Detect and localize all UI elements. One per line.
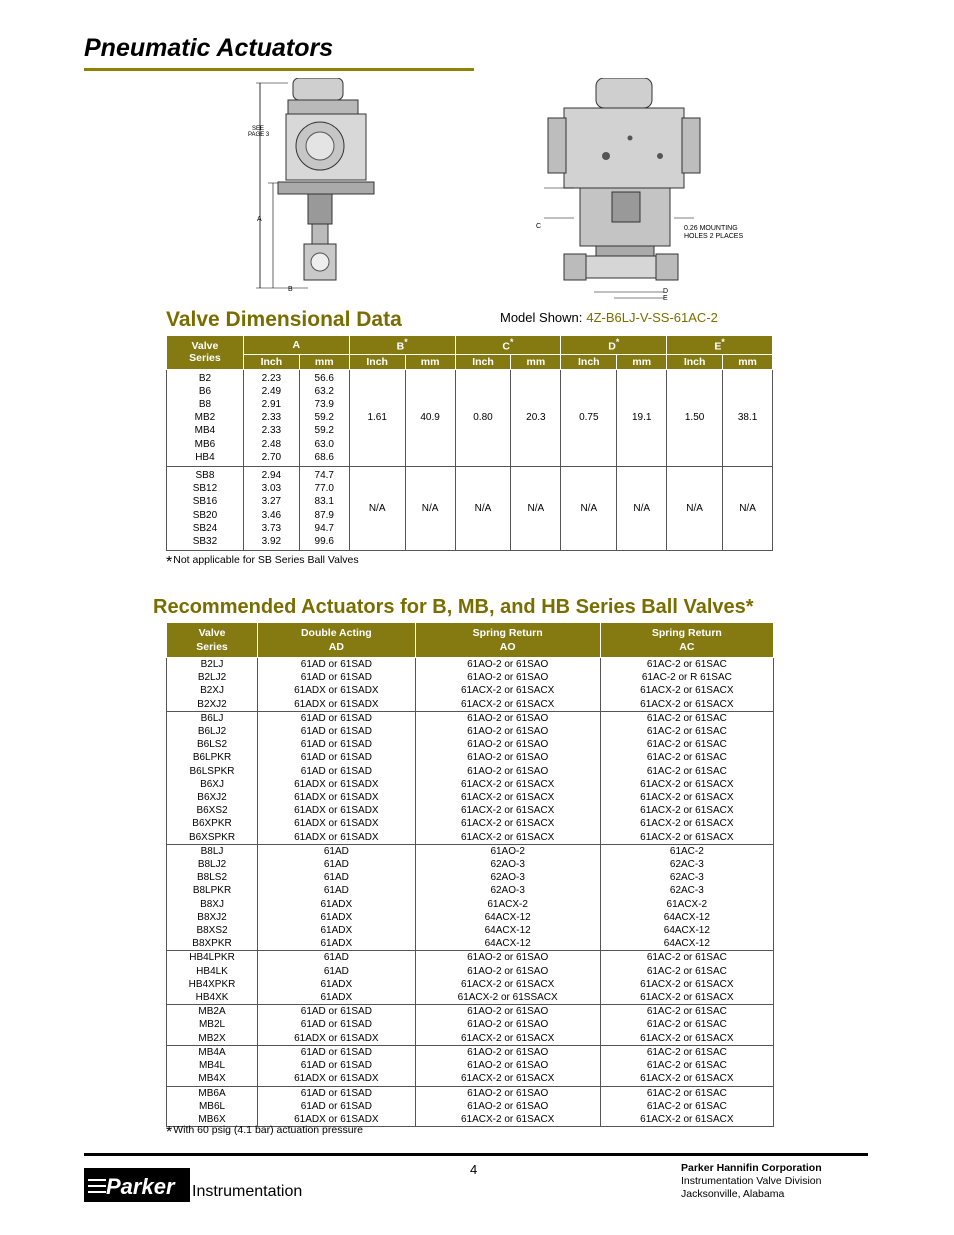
footnote-recommended: *With 60 psig (4.1 bar) actuation pressure (166, 1124, 363, 1141)
mounting-label-1: 0.26 MOUNTING (684, 225, 738, 232)
table-cell: B8LS2 (167, 871, 258, 884)
table-row (167, 844, 774, 858)
table-cell: B2LJ (167, 658, 258, 672)
table-cell: 64ACX-12 (600, 924, 773, 937)
table-cell: 61AO-2 or 61SAO (415, 1059, 600, 1072)
a-mm-cell-value: 68.6 (314, 451, 334, 463)
table-cell: B8LJ (167, 844, 258, 858)
table-cell: 61AD or 61SAD (258, 658, 416, 672)
a-inch-cell-value: 2.33 (261, 412, 282, 424)
table-row (167, 965, 774, 978)
table-cell: 61AO-2 or 61SAO (415, 711, 600, 725)
table-cell: B6XJ2 (167, 791, 258, 804)
table-cell: 61AC-2 or 61SAC (600, 1059, 773, 1072)
table-cell: 61ACX-2 or 61SACX (415, 1072, 600, 1086)
footnote-dimensional: *Not applicable for SB Series Ball Valves (166, 554, 359, 571)
model-shown (500, 310, 718, 325)
table-row (167, 871, 774, 884)
a-mm-cell-value: 74.7 (314, 469, 334, 481)
valve-series-cell-value: HB4 (195, 451, 215, 463)
table-cell: 61ACX-2 or 61SACX (415, 804, 600, 817)
table-row (167, 738, 774, 751)
dimension-group-row (167, 369, 773, 466)
table-cell: 61ACX-2 or 61SSACX (415, 991, 600, 1005)
table-cell: 61ACX-2 or 61SACX (600, 817, 773, 830)
table-cell: 62AC-3 (600, 884, 773, 897)
table-cell: 61AC-2 or 61SAC (600, 1086, 773, 1100)
table-cell: B6LS2 (167, 738, 258, 751)
table-cell: HB4XPKR (167, 978, 258, 991)
table-cell: 62AC-3 (600, 858, 773, 871)
table-cell: 61ADX (258, 978, 416, 991)
table-cell: 62AO-3 (415, 884, 600, 897)
table-row (167, 725, 774, 738)
model-value: 4Z-B6LJ-V-SS-61AC-2 (586, 310, 718, 325)
table-cell: 61ADX (258, 937, 416, 951)
a-mm-cell-value: 77.0 (314, 483, 334, 495)
table-cell: MB2A (167, 1005, 258, 1019)
table-cell: 61AC-2 or 61SAC (600, 751, 773, 764)
dim-a-label: A (257, 216, 262, 223)
table-cell: 61AD or 61SAD (258, 711, 416, 725)
page-number: 4 (470, 1162, 478, 1177)
dimension-group-row (167, 466, 773, 550)
a-mm-cell-value: 63.2 (314, 385, 334, 397)
valve-series-cell-value: SB12 (192, 483, 218, 495)
table-cell: B6LPKR (167, 751, 258, 764)
table-cell: 61ACX-2 or 61SACX (600, 991, 773, 1005)
table-row (167, 937, 774, 951)
table-cell: 61ACX-2 or 61SACX (600, 698, 773, 712)
actuator-side-drawing (248, 78, 378, 298)
table-cell: 61ACX-2 or 61SACX (415, 791, 600, 804)
table-row (167, 1032, 774, 1046)
section-title-recommended: Recommended Actuators for B, MB, and HB Series Ball Valves* (153, 596, 754, 618)
valve-series-cell-value: MB2 (194, 412, 216, 424)
rec-header-0: Valve Series (167, 623, 258, 658)
b-mm-cell: N/A (405, 466, 455, 550)
table-cell: 62AO-3 (415, 871, 600, 884)
table-cell: MB2X (167, 1032, 258, 1046)
table-cell: 61ACX-2 or 61SACX (415, 831, 600, 845)
table-cell: MB2L (167, 1018, 258, 1031)
table-row (167, 817, 774, 830)
unit-header: Inch (561, 354, 617, 369)
unit-header: mm (617, 354, 667, 369)
table-cell: B6XSPKR (167, 831, 258, 845)
table-cell: B8XJ (167, 898, 258, 911)
table-cell: B6LJ2 (167, 725, 258, 738)
valve-series-cell (167, 466, 244, 550)
parker-logo (84, 1166, 324, 1206)
table-cell: 61ACX-2 or 61SACX (600, 684, 773, 697)
col-a-header: A (243, 336, 349, 355)
table-row (167, 684, 774, 697)
logo-subtext: Instrumentation (192, 1183, 303, 1200)
e-inch-cell: 1.50 (667, 369, 723, 466)
table-cell: B8XPKR (167, 937, 258, 951)
table-cell: 61AO-2 or 61SAO (415, 1018, 600, 1031)
table-cell: 61AD or 61SAD (258, 1086, 416, 1100)
table-row (167, 898, 774, 911)
d-inch-cell: N/A (561, 466, 617, 550)
table-cell: B6XPKR (167, 817, 258, 830)
valve-series-cell-value: SB20 (192, 509, 218, 521)
table-cell: 61AC-2 or 61SAC (600, 711, 773, 725)
table-row (167, 751, 774, 764)
c-mm-cell: N/A (511, 466, 561, 550)
c-inch-cell: N/A (455, 466, 511, 550)
table-cell: 61AC-2 or 61SAC (600, 1045, 773, 1059)
valve-series-cell (167, 369, 244, 466)
table-cell: 61AO-2 or 61SAO (415, 738, 600, 751)
table-cell: 61AO-2 or 61SAO (415, 1045, 600, 1059)
rec-header-3: Spring Return AC (600, 623, 773, 658)
table-row (167, 1072, 774, 1086)
a-inch-cell-value: 3.03 (261, 483, 282, 495)
table-cell: 61ADX (258, 898, 416, 911)
table-cell: 61AD or 61SAD (258, 1005, 416, 1019)
table-cell: B2LJ2 (167, 671, 258, 684)
page-title: Pneumatic Actuators (84, 34, 334, 62)
table-cell: 64ACX-12 (415, 911, 600, 924)
unit-header: Inch (243, 354, 299, 369)
table-cell: 61AC-2 (600, 844, 773, 858)
table-cell: 61AO-2 or 61SAO (415, 951, 600, 965)
unit-header: mm (723, 354, 773, 369)
table-cell: B8LJ2 (167, 858, 258, 871)
table-cell: 61AC-2 or 61SAC (600, 738, 773, 751)
table-cell: 61ACX-2 or 61SACX (600, 978, 773, 991)
table-cell: 61ACX-2 or 61SACX (415, 778, 600, 791)
table-cell: 61AC-2 or 61SAC (600, 951, 773, 965)
valve-series-cell-value: B6 (198, 385, 212, 397)
table-row (167, 711, 774, 725)
a-mm-cell (299, 466, 349, 550)
table-cell: 61AD or 61SAD (258, 1045, 416, 1059)
table-cell: 61ACX-2 or 61SACX (415, 684, 600, 697)
a-inch-cell (243, 466, 299, 550)
valve-series-cell-value: SB16 (192, 496, 218, 508)
table-row (167, 698, 774, 712)
table-cell: 61ADX or 61SADX (258, 778, 416, 791)
a-inch-cell-value: 2.70 (261, 451, 282, 463)
table-cell: MB6L (167, 1100, 258, 1113)
table-cell: 61ADX or 61SADX (258, 1113, 416, 1127)
table-cell: 61AD or 61SAD (258, 765, 416, 778)
table-cell: B6LJ (167, 711, 258, 725)
table-cell: 61ADX (258, 991, 416, 1005)
table-cell: HB4XK (167, 991, 258, 1005)
table-cell: 61AD or 61SAD (258, 1100, 416, 1113)
unit-header: Inch (455, 354, 511, 369)
table-cell: 61AC-2 or 61SAC (600, 765, 773, 778)
table-row (167, 791, 774, 804)
table-cell: MB6X (167, 1113, 258, 1127)
table-cell: 61ACX-2 (415, 898, 600, 911)
unit-header: Inch (349, 354, 405, 369)
table-row (167, 1005, 774, 1019)
table-cell: 61AO-2 or 61SAO (415, 965, 600, 978)
a-mm-cell-value: 87.9 (314, 509, 334, 521)
table-cell: 61ADX or 61SADX (258, 817, 416, 830)
table-cell: MB6A (167, 1086, 258, 1100)
table-cell: 61AO-2 or 61SAO (415, 1086, 600, 1100)
table-cell: 61AD (258, 858, 416, 871)
valve-series-cell-value: SB8 (195, 469, 215, 481)
table-cell: 61ADX or 61SADX (258, 831, 416, 845)
valve-series-cell-value: B2 (198, 372, 212, 384)
table-cell: 61ADX (258, 924, 416, 937)
logo-text: Parker (106, 1174, 175, 1199)
table-cell: 61ADX or 61SADX (258, 1072, 416, 1086)
table-cell: 61ACX-2 or 61SACX (600, 1113, 773, 1127)
d-mm-cell: N/A (617, 466, 667, 550)
table-row (167, 778, 774, 791)
b-inch-cell: 1.61 (349, 369, 405, 466)
table-cell: 61ADX (258, 911, 416, 924)
company-location: Jacksonville, Alabama (681, 1188, 785, 1200)
table-cell: 61AD or 61SAD (258, 725, 416, 738)
dimension-table (166, 335, 773, 551)
table-row (167, 1018, 774, 1031)
c-inch-cell: 0.80 (455, 369, 511, 466)
table-cell: 61AD or 61SAD (258, 1018, 416, 1031)
c-mm-cell: 20.3 (511, 369, 561, 466)
table-cell: 64ACX-12 (415, 924, 600, 937)
actuator-front-drawing (534, 78, 764, 302)
d-inch-cell: 0.75 (561, 369, 617, 466)
unit-header: mm (511, 354, 561, 369)
table-row (167, 991, 774, 1005)
table-cell: 61AD (258, 965, 416, 978)
e-mm-cell: 38.1 (723, 369, 773, 466)
model-label: Model Shown: (500, 310, 583, 325)
col-b-header: B* (349, 336, 455, 355)
valve-series-cell-value: MB6 (194, 438, 216, 450)
table-cell: B8XS2 (167, 924, 258, 937)
table-cell: 61AO-2 or 61SAO (415, 751, 600, 764)
table-cell: B2XJ (167, 684, 258, 697)
table-row (167, 1100, 774, 1113)
table-cell: 61ACX-2 or 61SACX (415, 698, 600, 712)
table-cell: 64ACX-12 (600, 911, 773, 924)
e-mm-cell: N/A (723, 466, 773, 550)
table-row (167, 804, 774, 817)
a-mm-cell-value: 94.7 (314, 522, 334, 534)
table-cell: 61ACX-2 or 61SACX (415, 978, 600, 991)
table-cell: 61AO-2 or 61SAO (415, 671, 600, 684)
table-cell: 61ACX-2 or 61SACX (415, 1032, 600, 1046)
valve-series-cell-value: B8 (198, 398, 212, 410)
table-row (167, 911, 774, 924)
table-cell: 61ACX-2 or 61SACX (415, 1113, 600, 1127)
b-mm-cell: 40.9 (405, 369, 455, 466)
table-cell: B6XS2 (167, 804, 258, 817)
table-cell: 61ACX-2 or 61SACX (600, 778, 773, 791)
table-cell: 61AO-2 or 61SAO (415, 1100, 600, 1113)
table-cell: 61AO-2 (415, 844, 600, 858)
dim-b-label: B (288, 286, 293, 293)
table-row (167, 765, 774, 778)
col-d-header: D* (561, 336, 667, 355)
a-inch-cell-value: 3.92 (261, 535, 282, 547)
table-cell: 61AD or 61SAD (258, 671, 416, 684)
table-cell: B8XJ2 (167, 911, 258, 924)
table-cell: 61ACX-2 or 61SACX (415, 817, 600, 830)
a-inch-cell-value: 3.46 (261, 509, 282, 521)
table-row (167, 671, 774, 684)
table-cell: 61AD (258, 844, 416, 858)
b-inch-cell: N/A (349, 466, 405, 550)
table-cell: HB4LPKR (167, 951, 258, 965)
table-cell: 61AO-2 or 61SAO (415, 725, 600, 738)
table-cell: 61AC-2 or 61SAC (600, 1100, 773, 1113)
table-cell: MB4A (167, 1045, 258, 1059)
see-label: SEE (252, 126, 265, 132)
a-mm-cell-value: 56.6 (314, 372, 334, 384)
table-cell: 61AD or 61SAD (258, 738, 416, 751)
table-cell: 64ACX-12 (600, 937, 773, 951)
table-cell: 61AO-2 or 61SAO (415, 658, 600, 672)
valve-series-cell-value: MB4 (194, 425, 216, 437)
table-cell: 64ACX-12 (415, 937, 600, 951)
a-mm-cell-value: 99.6 (314, 535, 334, 547)
table-cell: 61ACX-2 or 61SACX (600, 804, 773, 817)
table-cell: MB4X (167, 1072, 258, 1086)
table-cell: 62AC-3 (600, 871, 773, 884)
dim-c-label: C (536, 223, 542, 230)
a-inch-cell-value: 3.73 (261, 522, 282, 534)
valve-series-cell-value: SB32 (192, 535, 218, 547)
d-mm-cell: 19.1 (617, 369, 667, 466)
e-inch-cell: N/A (667, 466, 723, 550)
dim-e-label: E (663, 295, 668, 302)
table-cell: 61AO-2 or 61SAO (415, 1005, 600, 1019)
unit-header: mm (405, 354, 455, 369)
table-cell: HB4LK (167, 965, 258, 978)
table-cell: 61AC-2 or 61SAC (600, 658, 773, 672)
actuator-table (166, 622, 774, 1127)
table-row (167, 858, 774, 871)
footer-rule (84, 1153, 868, 1156)
a-mm-cell-value: 63.0 (314, 438, 334, 450)
a-mm-cell (299, 369, 349, 466)
a-inch-cell-value: 2.49 (261, 385, 282, 397)
table-cell: 61AD or 61SAD (258, 751, 416, 764)
dim-d-label: D (663, 288, 669, 295)
table-cell: 62AO-3 (415, 858, 600, 871)
a-mm-cell-value: 83.1 (314, 496, 334, 508)
a-inch-cell-value: 2.94 (261, 469, 282, 481)
table-cell: MB4L (167, 1059, 258, 1072)
table-cell: 61ACX-2 (600, 898, 773, 911)
a-inch-cell (243, 369, 299, 466)
table-cell: 61ACX-2 or 61SACX (600, 1032, 773, 1046)
table-cell: 61ACX-2 or 61SACX (600, 791, 773, 804)
table-cell: 61AD (258, 951, 416, 965)
mounting-label-2: HOLES 2 PLACES (684, 233, 744, 240)
table-row (167, 884, 774, 897)
table-cell: 61AO-2 or 61SAO (415, 765, 600, 778)
section-title-dimensional: Valve Dimensional Data (166, 308, 402, 331)
a-inch-cell-value: 2.23 (261, 372, 282, 384)
unit-header: Inch (667, 354, 723, 369)
company-division: Instrumentation Valve Division (681, 1175, 822, 1187)
company-name: Parker Hannifin Corporation (681, 1162, 822, 1174)
valve-series-cell-value: SB24 (192, 522, 218, 534)
table-cell: B6XJ (167, 778, 258, 791)
table-cell: 61ADX or 61SADX (258, 804, 416, 817)
table-row (167, 658, 774, 672)
table-row (167, 1086, 774, 1100)
title-rule (84, 68, 474, 71)
company-info (681, 1162, 822, 1201)
a-inch-cell-value: 2.91 (261, 398, 282, 410)
table-cell: 61ADX or 61SADX (258, 1032, 416, 1046)
table-cell: 61ADX or 61SADX (258, 698, 416, 712)
table-cell: 61AD (258, 884, 416, 897)
table-cell: 61AD (258, 871, 416, 884)
col-e-header: E* (667, 336, 773, 355)
col-c-header: C* (455, 336, 561, 355)
table-cell: 61ACX-2 or 61SACX (600, 1072, 773, 1086)
table-row (167, 1045, 774, 1059)
a-inch-cell-value: 2.48 (261, 438, 282, 450)
table-cell: 61ADX or 61SADX (258, 791, 416, 804)
valve-series-header: Valve Series (167, 336, 244, 370)
a-mm-cell-value: 59.2 (314, 412, 334, 424)
table-row (167, 1059, 774, 1072)
table-cell: 61AC-2 or 61SAC (600, 1018, 773, 1031)
table-cell: 61AC-2 or 61SAC (600, 725, 773, 738)
table-cell: B6LSPKR (167, 765, 258, 778)
table-cell: 61ADX or 61SADX (258, 684, 416, 697)
a-inch-cell-value: 3.27 (261, 496, 282, 508)
page-ref-label: PAGE 3 (248, 132, 270, 138)
table-row (167, 951, 774, 965)
table-cell: B2XJ2 (167, 698, 258, 712)
rec-header-1: Double Acting AD (258, 623, 416, 658)
table-cell: 61AC-2 or R 61SAC (600, 671, 773, 684)
table-cell: 61AC-2 or 61SAC (600, 1005, 773, 1019)
table-row (167, 831, 774, 845)
table-cell: B8LPKR (167, 884, 258, 897)
a-mm-cell-value: 59.2 (314, 425, 334, 437)
table-row (167, 924, 774, 937)
table-cell: 61ACX-2 or 61SACX (600, 831, 773, 845)
a-inch-cell-value: 2.33 (261, 425, 282, 437)
unit-header: mm (299, 354, 349, 369)
table-cell: 61AD or 61SAD (258, 1059, 416, 1072)
table-cell: 61AC-2 or 61SAC (600, 965, 773, 978)
table-row (167, 978, 774, 991)
a-mm-cell-value: 73.9 (314, 398, 334, 410)
rec-header-2: Spring Return AO (415, 623, 600, 658)
